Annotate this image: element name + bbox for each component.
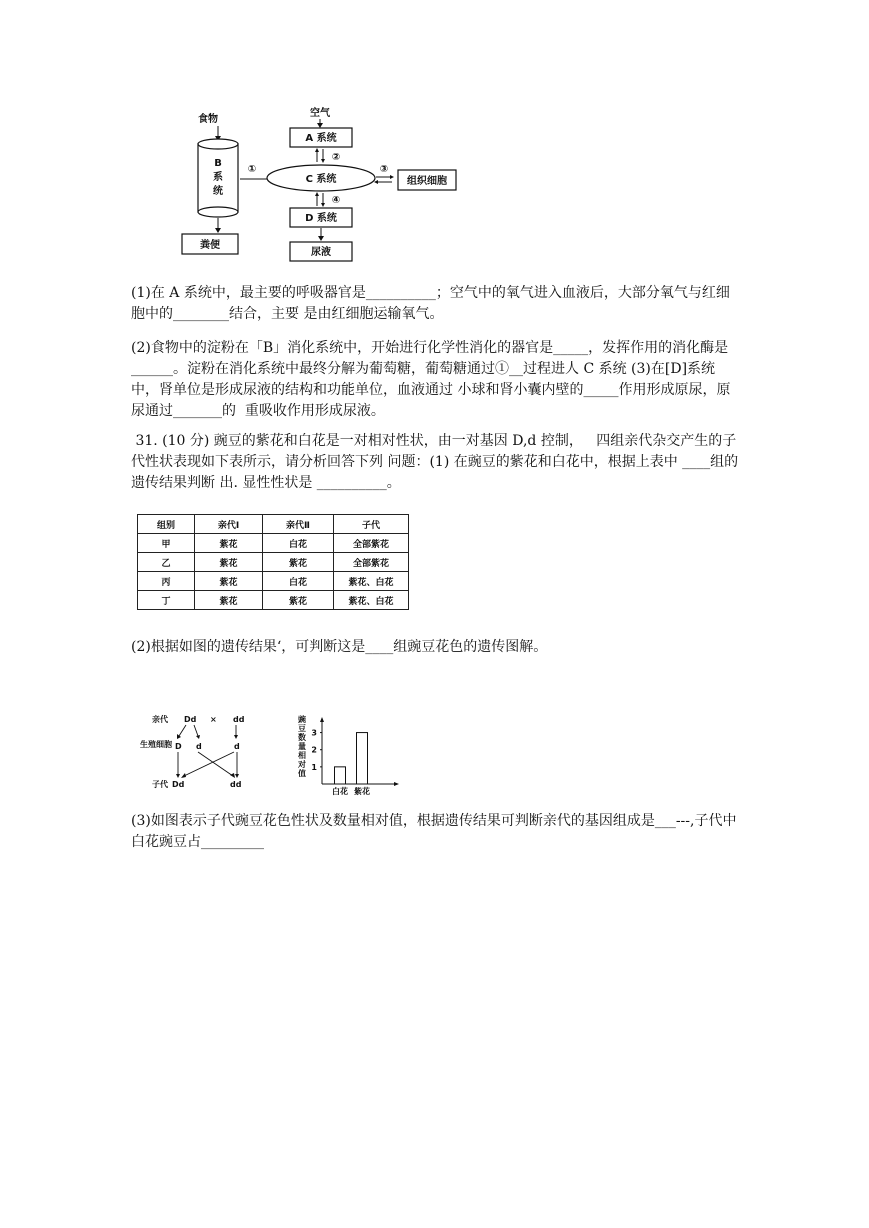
system-diagram bbox=[140, 100, 460, 265]
y-axis-arrow bbox=[320, 717, 324, 722]
svg-text:×: × bbox=[210, 715, 217, 724]
svg-text:亲代: 亲代 bbox=[152, 715, 168, 724]
y-tick-label: 1 bbox=[311, 762, 317, 772]
table-row: 甲 紫花 白花 全部紫花 bbox=[138, 534, 409, 553]
y-axis-label-char: 相 bbox=[298, 751, 306, 760]
table-row: 丙 紫花 白花 紫花、白花 bbox=[138, 572, 409, 591]
a-system-box: A 系统 bbox=[305, 133, 337, 144]
bar bbox=[357, 733, 368, 784]
urine-box: 尿液 bbox=[311, 247, 331, 258]
bar bbox=[335, 767, 346, 784]
genetic-cross-diagram bbox=[140, 712, 270, 792]
table-row: 丁 紫花 紫花 紫花、白花 bbox=[138, 591, 409, 610]
svg-text:D: D bbox=[175, 742, 182, 751]
air-label: 空气 bbox=[310, 108, 330, 119]
question-31: 31. (10 分) 豌豆的紫花和白花是一对相对性状，由一对基因 D,d 控制， 四组亲代杂交产生的子代性状表现如下表所示，请分析回答下列 问题：(1) 在豌豆的紫花和白花中，根据上表中 ____组的遗传结果判断 出. 显性性状是 __________。 bbox=[131, 433, 739, 491]
y-axis-label-char: 豆 bbox=[298, 724, 306, 733]
svg-text:Dd: Dd bbox=[184, 715, 197, 724]
tissue-cells-box: 组织细胞 bbox=[407, 176, 447, 187]
svg-text:B: B bbox=[214, 158, 222, 169]
svg-text:④: ④ bbox=[331, 195, 341, 206]
svg-text:②: ② bbox=[331, 152, 341, 163]
food-label: 食物 bbox=[198, 114, 218, 125]
svg-text:子代: 子代 bbox=[152, 780, 168, 789]
y-axis-label-char: 豌 bbox=[298, 715, 306, 724]
table-row: 乙 紫花 紫花 全部紫花 bbox=[138, 553, 409, 572]
svg-text:统: 统 bbox=[213, 186, 223, 197]
question-2: (2)食物中的淀粉在「B」消化系统中，开始进行化学性消化的器官是_____，发挥作用的消化酶是______。淀粉在消化系统中最终分解为葡萄糖，葡萄糖通过①__过程进人 C 系统 (3)在[D]系统中，肾单位是形成尿液的结构和功能单位，血液通过 小球和肾小囊内壁的_____作用形成原尿，原尿通过_______的 重吸收作用形成尿液。 bbox=[131, 340, 731, 419]
table-header-row: 组别 亲代Ⅰ 亲代Ⅱ 子代 bbox=[138, 515, 409, 534]
c-system-ellipse: C 系统 bbox=[305, 174, 337, 185]
y-axis-label-char: 值 bbox=[298, 769, 306, 778]
cross-results-table bbox=[137, 514, 409, 610]
svg-text:dd: dd bbox=[230, 780, 242, 789]
svg-text:d: d bbox=[196, 742, 202, 751]
b-system-cylinder bbox=[198, 139, 238, 217]
y-axis-label-char: 量 bbox=[298, 742, 306, 751]
svg-text:生殖细胞: 生殖细胞 bbox=[140, 740, 172, 749]
svg-text:Dd: Dd bbox=[172, 780, 185, 789]
y-axis-label-char: 对 bbox=[298, 760, 306, 769]
question-2b: (2)根据如图的遗传结果‘，可判断这是____组豌豆花色的遗传图解。 bbox=[131, 639, 548, 655]
svg-text:系: 系 bbox=[213, 172, 223, 183]
question-3: (3)如图表示子代豌豆花色性状及数量相对值，根据遗传结果可判断亲代的基因组成是___---,子代中白花豌豆占_________ bbox=[131, 813, 737, 850]
d-system-box: D 系统 bbox=[305, 213, 337, 224]
feces-box: 粪便 bbox=[200, 240, 220, 251]
y-tick-label: 3 bbox=[311, 728, 317, 738]
y-axis-label-char: 数 bbox=[298, 733, 306, 742]
y-tick-label: 2 bbox=[311, 745, 317, 755]
category-label: 白花 bbox=[332, 787, 348, 796]
svg-text:③: ③ bbox=[379, 164, 389, 175]
x-axis-arrow bbox=[394, 782, 399, 786]
svg-text:dd: dd bbox=[233, 715, 245, 724]
svg-text:d: d bbox=[234, 742, 240, 751]
offspring-bar-chart bbox=[292, 712, 402, 798]
y-axis-label bbox=[297, 714, 306, 778]
category-label: 紫花 bbox=[354, 787, 370, 796]
question-1: (1)在 A 系统中，最主要的呼吸器官是__________；空气中的氧气进入血液后，大部分氧气与红细胞中的________结合，主要 是由红细胞运输氧气。 bbox=[131, 285, 730, 322]
svg-text:①: ① bbox=[247, 164, 257, 175]
